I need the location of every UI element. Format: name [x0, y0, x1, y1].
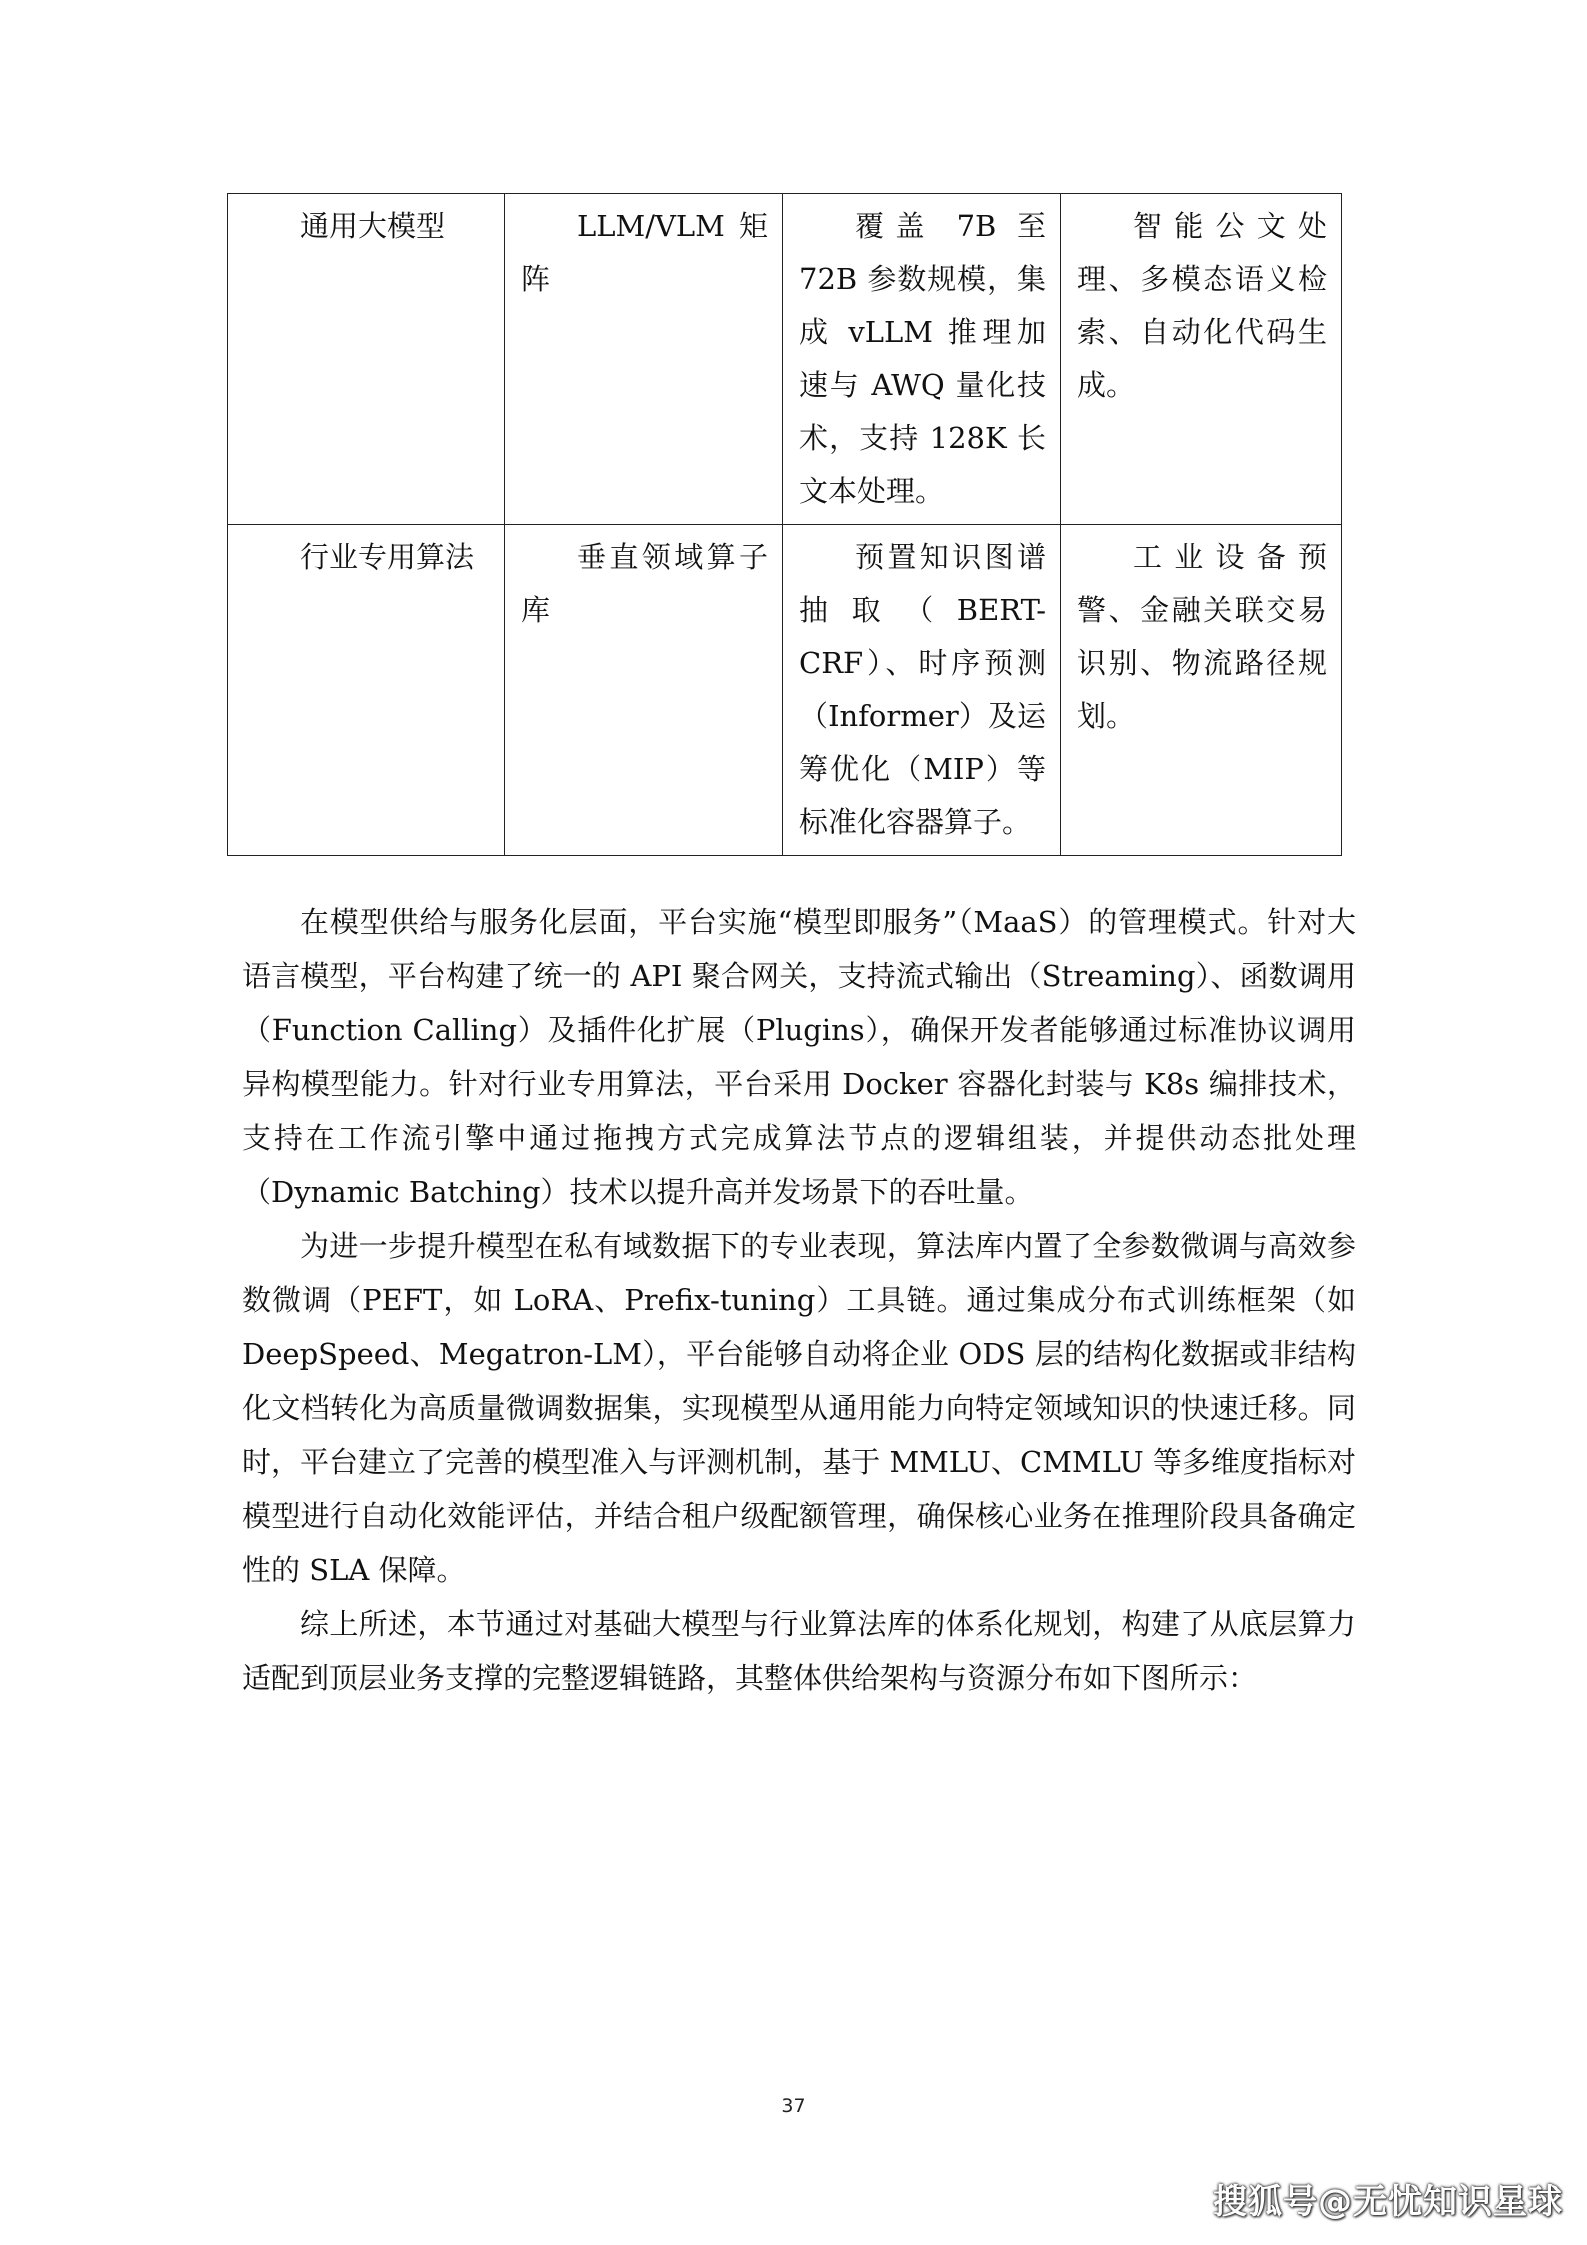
- cell-scenario: 智能公文处理、多模态语义检索、自动化代码生成。: [1061, 194, 1342, 525]
- cell-type: 行业专用算法: [228, 525, 505, 856]
- cell-category: LLM/VLM 矩阵: [505, 194, 783, 525]
- cell-scenario: 工业设备预警、金融关联交易识别、物流路径规划。: [1061, 525, 1342, 856]
- paragraph: 综上所述，本节通过对基础大模型与行业算法库的体系化规划，构建了从底层算力适配到顶层业务支撑的完整逻辑链路，其整体供给架构与资源分布如下图所示：: [242, 1607, 1356, 1695]
- cell-capability: 预置知识图谱抽取（BERT-CRF）、时序预测（Informer）及运筹优化（MIP）等标准化容器算子。: [783, 525, 1061, 856]
- paragraph: 为进一步提升模型在私有域数据下的专业表现，算法库内置了全参数微调与高效参数微调（PEFT，如 LoRA、Prefix-tuning）工具链。通过集成分布式训练框架（如 DeepSpeed、Megatron-LM），平台能够自动将企业 ODS 层的结构化数据或非结构化文档转化为高质量微调数据集，实现模型从通用能力向特定领域知识的快速迁移。同时，平台建立了完善的模型准入与评测机制，基于 MMLU、CMMLU 等多维度指标对模型进行自动化效能评估，并结合租户级配额管理，确保核心业务在推理阶段具备确定性的 SLA 保障。: [242, 1229, 1356, 1587]
- body-text: [242, 895, 1356, 1705]
- table-row: [228, 194, 1342, 525]
- table-row: [228, 525, 1342, 856]
- model-spec-table: [227, 193, 1342, 856]
- watermark: 搜狐号@无忧知识星球: [1213, 2182, 1563, 2222]
- paragraph: 在模型供给与服务化层面，平台实施“模型即服务”（MaaS）的管理模式。针对大语言模型，平台构建了统一的 API 聚合网关，支持流式输出（Streaming）、函数调用（Function Calling）及插件化扩展（Plugins），确保开发者能够通过标准协议调用异构模型能力。针对行业专用算法，平台采用 Docker 容器化封装与 K8s 编排技术，支持在工作流引擎中通过拖拽方式完成算法节点的逻辑组装，并提供动态批处理（Dynamic Batching）技术以提升高并发场景下的吞吐量。: [242, 905, 1356, 1209]
- cell-type: 通用大模型: [228, 194, 505, 525]
- cell-category: 垂直领域算子库: [505, 525, 783, 856]
- page-number: 37: [781, 2095, 806, 2117]
- cell-capability: 覆盖 7B 至 72B 参数规模，集成 vLLM 推理加速与 AWQ 量化技术，支持 128K 长文本处理。: [783, 194, 1061, 525]
